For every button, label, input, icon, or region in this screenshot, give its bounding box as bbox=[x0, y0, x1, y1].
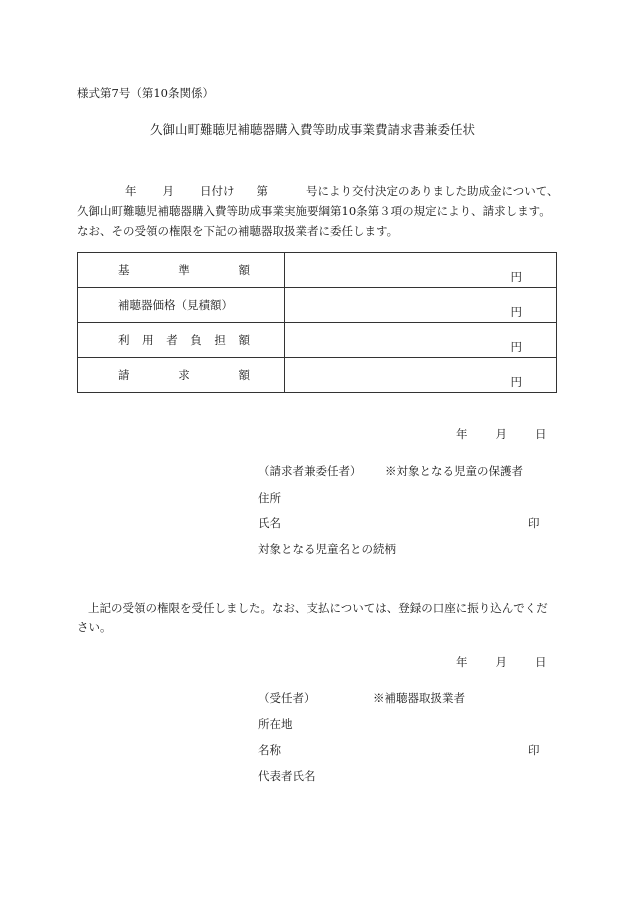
label-char: 準 bbox=[178, 263, 190, 277]
delegate-name-label: 名称 bbox=[258, 743, 281, 757]
amount-field[interactable] bbox=[285, 288, 557, 323]
amount-field[interactable] bbox=[285, 323, 557, 358]
label-char: 利 bbox=[118, 333, 130, 347]
table-row bbox=[78, 358, 557, 393]
amount-table bbox=[77, 252, 557, 393]
year-label: 年 bbox=[456, 655, 468, 669]
label-char: 額 bbox=[238, 263, 250, 277]
requester-relationship-label: 対象となる児童名との続柄 bbox=[258, 542, 396, 556]
document-title: 久御山町難聴児補聴器購入費等助成事業費請求書兼委任状 bbox=[150, 122, 476, 137]
intro-month-label: 月 bbox=[162, 184, 174, 198]
table-row bbox=[78, 323, 557, 358]
month-label: 月 bbox=[495, 655, 507, 669]
day-label: 日 bbox=[535, 655, 547, 669]
label-char: 担 bbox=[214, 333, 226, 347]
label-char: 用 bbox=[142, 333, 154, 347]
label-char: 額 bbox=[238, 368, 250, 382]
amount-field[interactable] bbox=[285, 358, 557, 393]
yen-unit: 円 bbox=[510, 375, 522, 389]
acceptance-paragraph bbox=[77, 599, 557, 637]
acceptance-text: 上記の受領の権限を受任しました。なお、支払については、登録の口座に振り込んでください。 bbox=[77, 601, 548, 634]
month-label: 月 bbox=[495, 427, 507, 441]
requester-note: ※対象となる児童の保護者 bbox=[385, 464, 523, 478]
intro-line-1 bbox=[77, 181, 559, 201]
table-row bbox=[78, 253, 557, 288]
intro-number-prefix: 第 bbox=[256, 184, 268, 198]
amount-field[interactable] bbox=[285, 253, 557, 288]
requester-address-label: 住所 bbox=[258, 491, 281, 505]
row-label-claim-amount bbox=[78, 358, 285, 393]
form-number: 様式第7号（第10条関係） bbox=[77, 86, 214, 100]
table-row bbox=[78, 288, 557, 323]
requester-heading: （請求者兼委任者） bbox=[258, 464, 362, 478]
row-label-standard-amount bbox=[78, 253, 285, 288]
label-char: 請 bbox=[118, 368, 130, 382]
row-label-hearing-aid-price bbox=[78, 288, 285, 323]
row-label-user-burden bbox=[78, 323, 285, 358]
yen-unit: 円 bbox=[510, 305, 522, 319]
label-char: 者 bbox=[166, 333, 178, 347]
label-text: 補聴器価格（見積額） bbox=[118, 298, 233, 312]
delegate-note: ※補聴器取扱業者 bbox=[373, 691, 465, 705]
delegate-heading: （受任者） bbox=[258, 691, 316, 705]
intro-year-label: 年 bbox=[125, 184, 137, 198]
year-label: 年 bbox=[456, 427, 468, 441]
intro-paragraph bbox=[77, 181, 559, 241]
requester-seal-mark: 印 bbox=[528, 516, 540, 530]
label-char: 負 bbox=[190, 333, 202, 347]
yen-unit: 円 bbox=[510, 340, 522, 354]
intro-line-1-rest: 号により交付決定のありました助成金について、 bbox=[306, 184, 559, 198]
yen-unit: 円 bbox=[510, 270, 522, 284]
label-char: 額 bbox=[238, 333, 250, 347]
acceptance-date bbox=[456, 656, 547, 670]
delegate-seal-mark: 印 bbox=[528, 743, 540, 757]
delegate-address-label: 所在地 bbox=[258, 717, 293, 731]
delegate-representative-label: 代表者氏名 bbox=[258, 769, 316, 783]
requester-name-label: 氏名 bbox=[258, 516, 281, 530]
intro-date-suffix: 日付け bbox=[200, 184, 235, 198]
request-date bbox=[456, 428, 547, 442]
intro-line-2: 久御山町難聴児補聴器購入費等助成事業実施要綱第10条第３項の規定により、請求します。 bbox=[77, 204, 551, 218]
day-label: 日 bbox=[535, 427, 547, 441]
label-char: 求 bbox=[178, 368, 190, 382]
label-char: 基 bbox=[118, 263, 130, 277]
intro-line-3: なお、その受領の権限を下記の補聴器取扱業者に委任します。 bbox=[77, 224, 399, 238]
